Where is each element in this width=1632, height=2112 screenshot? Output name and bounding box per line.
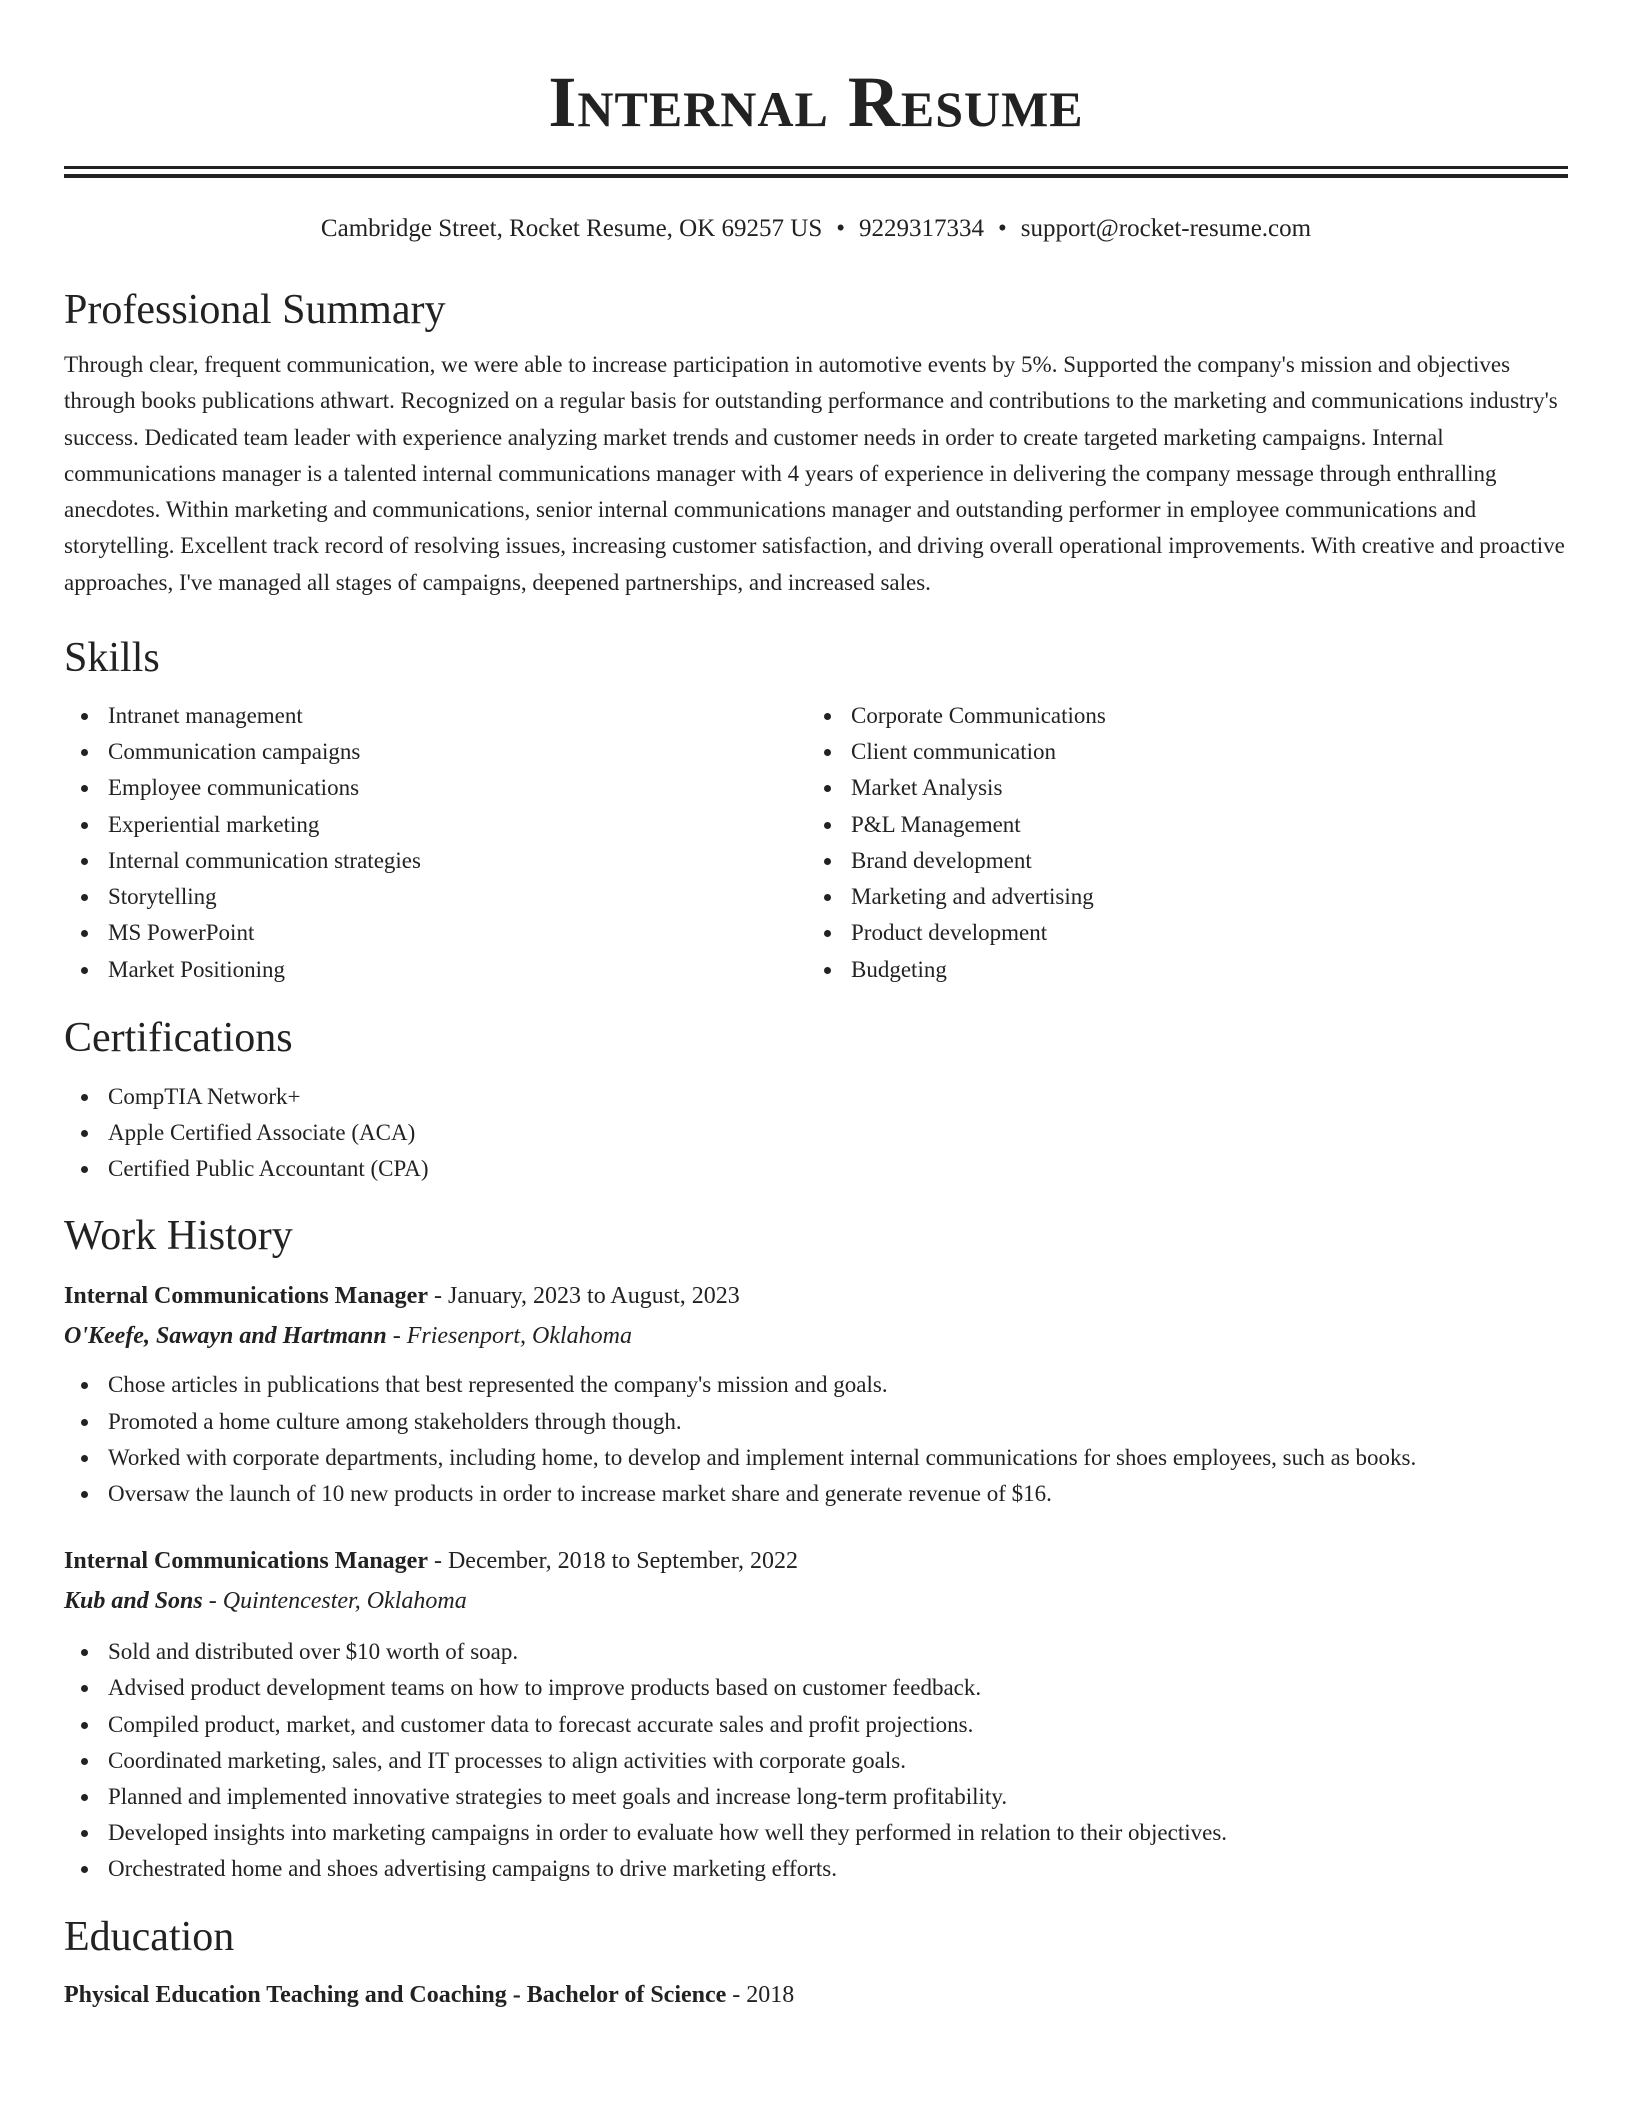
skill-item: Marketing and advertising [807,879,1568,915]
skill-item: Client communication [807,734,1568,770]
contact-email: support@rocket-resume.com [1020,215,1312,242]
job-title: Internal Communications Manager [64,1283,428,1310]
job-dates: - January, 2023 to August, 2023 [427,1283,740,1310]
skill-item: Corporate Communications [807,698,1568,734]
contact-separator: • [836,215,846,242]
resume-title: Internal Resume [548,62,1084,142]
education-heading: Education [64,1913,235,1960]
job-duty: Developed insights into marketing campaigns in order to evaluate how well they performed in relation to their objectives. [64,1815,1568,1851]
skill-item: Product development [807,915,1568,951]
job-duty: Worked with corporate departments, including home, to develop and implement internal communications for shoes employees, such as books. [64,1440,1568,1476]
contact-phone: 9229317334 [859,215,985,242]
skill-item: P&L Management [807,807,1568,843]
skill-item: Budgeting [807,952,1568,988]
skill-item: Market Analysis [807,770,1568,806]
skill-item: Storytelling [64,879,807,915]
job-title-line [64,1281,1568,1311]
job-company-line [64,1586,1568,1616]
job-duty: Orchestrated home and shoes advertising campaigns to drive marketing efforts. [64,1851,1568,1887]
job-entry [64,1281,1568,1512]
job-duty: Promoted a home culture among stakeholders through though. [64,1404,1568,1440]
education-entry [64,1980,1568,2010]
skill-item: MS PowerPoint [64,915,807,951]
skills-grid [64,698,1568,988]
certification-item: CompTIA Network+ [64,1079,1568,1115]
job-company: Kub and Sons [64,1588,203,1615]
job-duties-list [64,1367,1568,1512]
job-title: Internal Communications Manager [64,1548,428,1575]
job-duties-list [64,1634,1568,1887]
contact-separator: • [998,215,1007,242]
skill-item: Internal communication strategies [64,843,807,879]
title-rule-bottom [64,174,1568,178]
title-rule-top [64,166,1568,169]
certification-item: Apple Certified Associate (ACA) [64,1115,1568,1151]
job-duty: Sold and distributed over $10 worth of soap. [64,1634,1568,1670]
job-location: - Quintencester, Oklahoma [202,1588,467,1615]
summary-text: Through clear, frequent communication, we were able to increase participation in automotive events by 5%. Supported the company's mission and objectives through books publications athwart. Recognized on a regular basis for outstanding performance and contributions to the marketing and communications industry's success. Dedicated team leader with experience analyzing market trends and customer needs in order to create targeted marketing campaigns. Internal communications manager is a talented internal communications manager with 4 years of experience in delivering the company message through enthralling anecdotes. Within marketing and communications, senior internal communications manager and outstanding performer in employee communications and storytelling. Excellent track record of resolving issues, increasing customer satisfaction, and driving overall operational improvements. With creative and proactive approaches, I've managed all stages of campaigns, deepened partnerships, and increased sales. [64,352,1565,595]
skill-item: Brand development [807,843,1568,879]
skills-list-left [64,698,807,988]
job-duty: Advised product development teams on how to improve products based on customer feedback. [64,1670,1568,1706]
job-duty: Planned and implemented innovative strategies to meet goals and increase long-term profitability. [64,1779,1568,1815]
contact-address: Cambridge Street, Rocket Resume, OK 69257 US [320,215,823,242]
job-duty: Chose articles in publications that best represented the company's mission and goals. [64,1367,1568,1403]
title-double-rule [64,166,1568,178]
skills-heading: Skills [64,635,160,682]
job-duty: Oversaw the launch of 10 new products in order to increase market share and generate revenue of $16. [64,1476,1568,1512]
job-title-line [64,1546,1568,1576]
education-degree: Physical Education Teaching and Coaching - Bachelor of Science [64,1981,727,2008]
job-company: O'Keefe, Sawayn and Hartmann [64,1323,387,1350]
job-dates: - December, 2018 to September, 2022 [427,1548,798,1575]
skill-item: Market Positioning [64,952,807,988]
certification-item: Certified Public Accountant (CPA) [64,1151,1568,1187]
job-entry [64,1546,1568,1887]
skill-item: Intranet management [64,698,807,734]
job-company-line [64,1321,1568,1351]
work-history-heading: Work History [64,1213,293,1260]
summary-heading: Professional Summary [64,287,446,333]
skills-list-right [807,698,1568,988]
skill-item: Experiential marketing [64,807,807,843]
certifications-heading: Certifications [64,1014,293,1061]
job-location: - Friesenport, Oklahoma [386,1323,632,1350]
contact-line [64,214,1568,244]
certifications-list [64,1079,1568,1188]
skill-item: Employee communications [64,770,807,806]
job-duty: Coordinated marketing, sales, and IT processes to align activities with corporate goals. [64,1743,1568,1779]
skill-item: Communication campaigns [64,734,807,770]
education-year: - 2018 [726,1981,795,2008]
job-duty: Compiled product, market, and customer data to forecast accurate sales and profit projections. [64,1707,1568,1743]
